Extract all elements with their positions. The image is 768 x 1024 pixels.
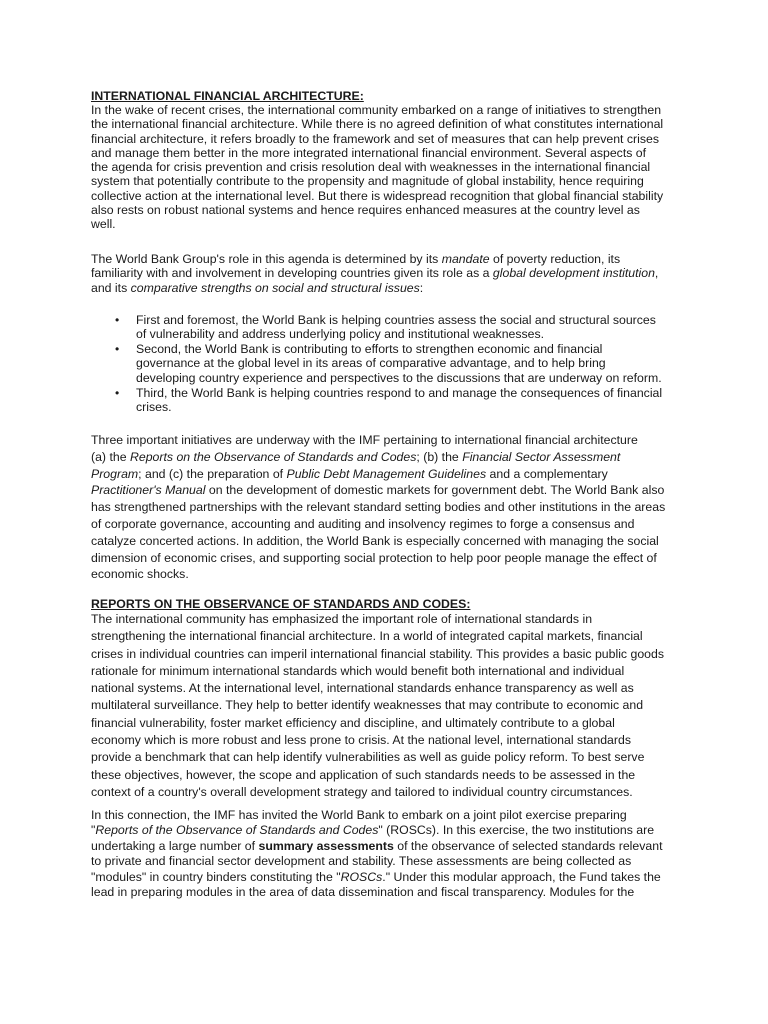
text-run: ; (b) the	[416, 449, 463, 464]
text-line: catalyze concerted actions. In addition, the World Bank is especially concerned with managing the social	[91, 533, 659, 548]
bullet-icon: •	[115, 342, 120, 356]
emphasis-comparative-strengths: comparative strengths on social and structural issues	[130, 280, 420, 295]
text-line: financial vulnerability, foster market efficiency and discipline, and ultimately contribute to a global	[91, 715, 615, 730]
section-heading-rosc: REPORTS ON THE OBSERVANCE OF STANDARDS AND CODES:	[91, 597, 471, 611]
text-line: system that potentially contribute to the propensity and magnitude of global instability, hence requiring	[91, 174, 644, 189]
text-run: "modules" in country binders constituting the "	[91, 869, 341, 884]
text-line: of vulnerability and address underlying policy and institutional weaknesses.	[136, 327, 545, 342]
list-item-text	[136, 313, 696, 342]
text-line: lead in preparing modules in the area of data dissemination and fiscal transparency. Modules for the	[91, 885, 635, 900]
text-line	[91, 466, 683, 483]
text-line: Three important initiatives are underway with the IMF pertaining to international financial architecture	[91, 433, 638, 447]
text-line: crises.	[136, 400, 172, 415]
bullet-icon: •	[115, 313, 120, 327]
text-line: economic shocks.	[91, 567, 189, 582]
text-run: of the observance of selected standards relevant	[393, 838, 663, 853]
text-run: familiarity with and involvement in developing countries given its role as a	[91, 266, 493, 281]
text-line	[91, 281, 683, 295]
text-line	[91, 252, 683, 266]
world-bank-role-paragraph	[91, 252, 683, 295]
text-line: well.	[91, 217, 116, 232]
emphasis-reports-observance: Reports of the Observance of Standards and Codes	[95, 823, 379, 838]
text-line	[91, 870, 683, 885]
text-line	[91, 823, 683, 838]
text-run: undertaking a large number of	[91, 838, 259, 853]
text-line: multilateral surveillance. They help to better identify weaknesses that may contribute to economic and	[91, 698, 644, 713]
text-line: economy which is more robust and less prone to crisis. At the national level, international standards	[91, 733, 631, 748]
text-line: governance at the global level in its areas of comparative advantage, and to help bring	[136, 356, 606, 371]
text-line: Second, the World Bank is contributing to efforts to strengthen economic and financial	[136, 342, 603, 356]
text-run: The World Bank Group's role in this agenda is determined by its	[91, 252, 442, 266]
text-line: strengthening the international financial architecture. In a world of integrated capital markets, financial	[91, 629, 643, 644]
text-line: In this connection, the IMF has invited the World Bank to embark on a joint pilot exercise preparing	[91, 808, 627, 822]
strong-summary-assessments: summary assessments	[258, 838, 394, 853]
text-run: on the development of domestic markets for government debt. The World Bank also	[205, 483, 665, 498]
text-line	[91, 266, 683, 280]
text-line	[91, 449, 683, 466]
text-line: In the wake of recent crises, the international community embarked on a range of initiatives to strengthen	[91, 103, 662, 117]
text-run: and its	[91, 280, 131, 295]
text-run: ,	[654, 266, 659, 281]
text-line: and manage them better in the more integrated international financial environment. Several aspects of	[91, 145, 647, 160]
emphasis-roscs: ROSCs	[340, 869, 383, 884]
text-line: has strengthened partnerships with the relevant standard setting bodies and other institutions in the areas	[91, 500, 666, 515]
text-line: the agenda for crisis prevention and crisis resolution deal with weaknesses in the international financial	[91, 160, 651, 175]
text-run: (a) the	[91, 449, 130, 464]
text-run: " (ROSCs). In this exercise, the two institutions are	[378, 823, 655, 838]
list-item-text	[136, 386, 696, 415]
text-line: these objectives, however, the scope and application of such standards needs to be assessed in the	[91, 767, 636, 782]
emphasis-reports-title: Reports on the Observance of Standards and Codes	[129, 449, 417, 464]
section-heading-international-financial-architecture: INTERNATIONAL FINANCIAL ARCHITECTURE:	[91, 89, 364, 103]
emphasis-fsap-title: Financial Sector Assessment	[462, 449, 621, 464]
text-line: to private and financial sector development and stability. These assessments are being collected as	[91, 854, 632, 869]
text-line: national systems. At the international level, international standards enhance transparency as well as	[91, 681, 634, 696]
text-line: The international community has emphasized the important role of international standards in	[91, 612, 593, 626]
text-line: also rests on robust national systems and hence requires enhanced measures at the country level as	[91, 203, 640, 218]
text-run: ; and (c) the preparation of	[138, 466, 287, 481]
text-line: First and foremost, the World Bank is helping countries assess the social and structural sources	[136, 313, 656, 327]
connection-paragraph	[91, 808, 683, 900]
text-run: :	[419, 280, 424, 295]
text-run: and a complementary	[486, 466, 608, 481]
emphasis-global-development-institution: global development institution	[492, 266, 655, 281]
text-line: dimension of economic crises, and supporting social protection to help poor people manage the effect of	[91, 550, 657, 565]
text-line: the international financial architecture. While there is no agreed definition of what constitutes international	[91, 117, 664, 132]
text-line	[91, 839, 683, 854]
text-run: "	[91, 823, 96, 838]
emphasis-program: Program	[91, 466, 139, 481]
text-line: crises in individual countries can imperil international financial stability. This provides a basic public goods	[91, 646, 665, 661]
text-line: provide a benchmark that can help identify vulnerabilities as well as guide policy reform. To best serve	[91, 750, 645, 765]
bullet-icon: •	[115, 386, 120, 400]
initiatives-paragraph	[91, 432, 683, 583]
intro-paragraph	[91, 103, 683, 232]
text-line	[91, 482, 683, 499]
emphasis-debt-guidelines: Public Debt Management Guidelines	[286, 466, 487, 481]
emphasis-practitioners-manual: Practitioner's Manual	[91, 483, 206, 498]
text-line: Third, the World Bank is helping countries respond to and manage the consequences of financial	[136, 386, 663, 400]
emphasis-mandate: mandate	[441, 252, 490, 266]
text-run: of poverty reduction, its	[489, 252, 621, 266]
text-line: of corporate governance, accounting and auditing and insolvency regimes to forge a consensus and	[91, 516, 635, 531]
text-line: developing country experience and perspectives to the discussions that are underway on reform.	[136, 370, 662, 385]
rosc-paragraph	[91, 611, 683, 801]
text-run: ." Under this modular approach, the Fund takes the	[382, 869, 661, 884]
text-line: context of a country's overall development strategy and tailored to individual country circumstances.	[91, 784, 633, 799]
list-item-text	[136, 342, 696, 385]
text-line: rationale for minimum international standards which would benefit both international and individual	[91, 663, 625, 678]
text-line: financial architecture, it refers broadly to the framework and set of measures that can help prevent crises	[91, 131, 659, 146]
text-line: collective action at the international level. But there is widespread recognition that global financial stability	[91, 188, 664, 203]
